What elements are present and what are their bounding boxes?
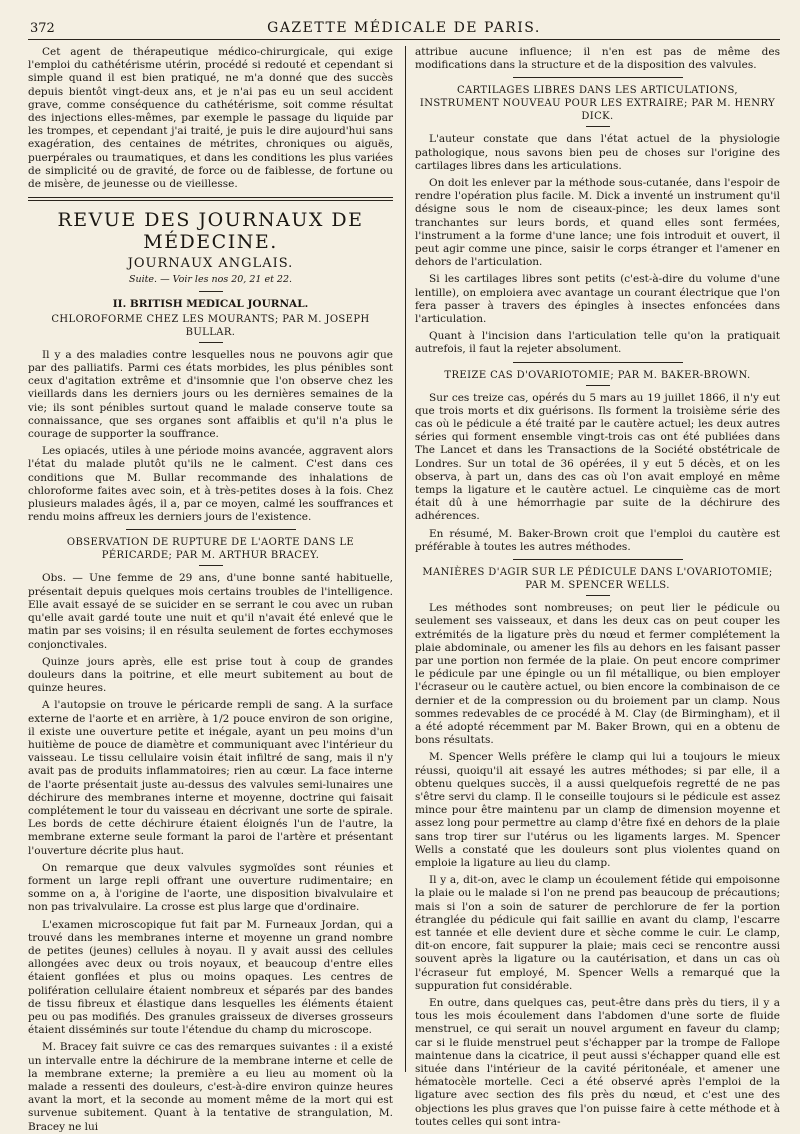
paragraph: L'examen microscopique fut fait par M. Furneaux Jordan, qui a trouvé dans les membranes interne et moyenne un grand nombre de petites (jeunes) cellules à noyau. Il y avait aussi des cellules allongées avec deux ou trois noyaux, et beaucoup d'entre elles étaient gonflées et plus ou moins opaques. Les centres de polifération cellulaire étaient nombreux et séparés par des bandes de tissu fibreux et élastique dans lesquelles les éléments étaient peu ou pas modifiés. Des granules graisseux de diverses grosseurs étaient disséminés sur toute l'étendue du champ du microscope.: [28, 918, 393, 1037]
paragraph: On remarque que deux valvules sygmoïdes sont réunies et forment un large repli offrant une ouverture rudimentaire; en somme on a, à l'origine de l'aorte, une disposition bivalvulaire et non pas trivalvulaire. La crosse est plus large que d'ordinaire.: [28, 861, 393, 914]
article-body-aorte: [28, 572, 393, 1133]
paragraph: On doit les enlever par la méthode sous-cutanée, dans l'espoir de rendre l'opération plus facile. M. Dick a inventé un instrument qu'il désigne sous le nom de ciseaux-pince; les deux lames sont tranchantes sur leurs bords, et quand elles sont fermées, l'instrument a la forme d'une lance; une fois introduit et ouvert, il peut agir comme une pince, saisir le corps étranger et l'amener en dehors de l'articulation.: [415, 177, 780, 269]
article-title-pedicule: MANIÈRES D'AGIR SUR LE PÉDICULE DANS L'OVARIOTOMIE; PAR M. SPENCER WELLS.: [422, 567, 773, 592]
header-rule: [28, 39, 780, 40]
article-title-chloroforme: CHLOROFORME CHEZ LES MOURANTS; PAR M. JOSEPH BULLAR.: [51, 313, 370, 338]
intro-paragraph: Cet agent de thérapeutique médico-chirurgicale, qui exige l'emploi du cathétérisme utérin, procédé si redouté et cependant si simple quand il est bien pratiqué, ne m'a donné que des succès depuis bientôt vingt-deux ans, et je n'ai pas eu un seul accident grave, comme conséquence du cathétérisme, soit comme résultat des injections elles-mêmes, par exemple le passage du liquide par les trompes, et cependant j'ai traité, je puis le dire aujourd'hui sans exagération, des centaines de métrites, chroniques ou aiguës, puerpérales ou traumatiques, et dans les conditions les plus variées de simplicité ou de gravité, de force ou de faiblesse, de fortune ou de misère, de jeunesse ou de vieillesse.: [28, 46, 393, 191]
section-divider: [28, 197, 393, 201]
article-body-cartilages: [415, 133, 780, 356]
article-body-chloroforme: [28, 349, 393, 525]
paragraph: En outre, dans quelques cas, peut-être dans près du tiers, il y a tous les mois écoulement dans l'abdomen d'une sorte de fluide menstruel, ce qui serait un nouvel argument en faveur du clamp; car si le fluide menstruel peut s'échapper par la trompe de Fallope maintenue dans la cicatrice, il peut aussi s'échapper quand elle est située dans l'intérieur de la cavité péritonéale, et amener une hématocèle mortelle. Ceci a été observé après l'emploi de la ligature avec section des fils près du nœud, et c'est une des objections les plus graves que l'on puisse faire à cette méthode et à toutes celles qui sont intra-: [415, 996, 780, 1128]
paragraph: Il y a des maladies contre lesquelles nous ne pouvons agir que par des palliatifs. Parmi ces états morbides, les plus pénibles sont ceux d'agitation extrême et d'insomnie que l'on observe chez les vieillards dans les derniers jours ou les dernières semaines de la vie; ils sont pénibles surtout quand le malade conserve toute sa connaissance, que ses organes sont affaiblis et qu'il n'a plus le courage de supporter la souffrance.: [28, 348, 393, 441]
paragraph: Les méthodes sont nombreuses; on peut lier le pédicule ou seulement ses vaisseaux, et dans les deux cas on peut couper les extrémités de la ligature près du nœud et fermer complétement la plaie abdominale, ou amener les fils au dehors en les faisant passer par une portion non fermée de la plaie. On peut encore comprimer le pédicule par une épingle ou un fil métallique, ou bien employer l'écraseur ou le cautère actuel, ou bien encore la combinaison de ce dernier et de la compression ou du broiement par un clamp. Nous sommes redevables de ce procédé à M. Clay (de Birmingham), et il a été adopté récemment par M. Baker Brown, qui en a obtenu de bons résultats.: [415, 602, 780, 747]
short-rule: [586, 385, 610, 386]
revue-subtitle: JOURNAUX ANGLAIS.: [127, 256, 294, 272]
revue-note: Suite. — Voir les nos 20, 21 et 22.: [128, 274, 293, 286]
short-rule: [586, 126, 610, 127]
short-rule: [199, 291, 223, 292]
paragraph: Quant à l'incision dans l'articulation telle qu'on la pratiquait autrefois, il faut la rejeter absolument.: [415, 330, 780, 356]
article-title-ovariotomie: TREIZE CAS D'OVARIOTOMIE; PAR M. BAKER-BROWN.: [444, 369, 751, 381]
article-title-cartilages: CARTILAGES LIBRES DANS LES ARTICULATIONS, INSTRUMENT NOUVEAU POUR LES EXTRAIRE; PAR M. HENRY DICK.: [419, 85, 776, 123]
paragraph: Les opiacés, utiles à une période moins avancée, aggravent alors l'état du malade plutôt qu'ils ne le calment. C'est dans ces conditions que M. Bullar recommande des inhalations de chloroforme faites avec soin, et à très-petites doses à la fois. Chez plusieurs malades âgés, il a, par ce moyen, calmé les souffrances et rendu moins affreux les derniers jours de l'existence.: [28, 445, 393, 524]
article-body-pedicule: [415, 602, 780, 1129]
revue-title: REVUE DES JOURNAUX DE MÉDECINE.: [57, 209, 364, 254]
continued-paragraph: attribue aucune influence; il n'en est pas de même des modifications dans la structure et de la disposition des valvules.: [415, 46, 780, 72]
running-head: GAZETTE MÉDICALE DE PARIS.: [267, 20, 541, 36]
article-separator: [126, 529, 296, 530]
short-rule: [199, 565, 223, 566]
paragraph: L'auteur constate que dans l'état actuel de la physiologie pathologique, nous savons bien peu de choses sur l'origine des cartilages libres dans les articulations.: [415, 133, 780, 172]
article-title-aorte: OBSERVATION DE RUPTURE DE L'AORTE DANS LE PÉRICARDE; PAR M. ARTHUR BRACEY.: [66, 537, 355, 562]
paragraph: En résumé, M. Baker-Brown croit que l'emploi du cautère est préférable à toutes les autres méthodes.: [415, 527, 780, 553]
paragraph: Si les cartilages libres sont petits (c'est-à-dire du volume d'une lentille), on emploiera avec avantage un courant électrique que l'on fera passer à travers des épingles à insectes enfoncées dans l'articulation.: [415, 273, 780, 326]
paragraph: Quinze jours après, elle est prise tout à coup de grandes douleurs dans la poitrine, et elle meurt subitement au bout de quinze heures.: [28, 655, 393, 695]
article-separator: [513, 77, 683, 78]
article-separator: [513, 559, 683, 560]
paragraph: Sur ces treize cas, opérés du 5 mars au 19 juillet 1866, il n'y eut que trois morts et dix guérisons. Ils forment la troisième série des cas où le pédicule a été traité par le cautère actuel; les deux autres séries qui forment ensemble vingt-trois cas ont été publiées dans The Lancet et dans les Transactions de la Société obstétricale de Londres. Sur un total de 36 opérées, il y eut 5 décès, et on les observa, à part un, dans des cas où l'on avait employé en même temps la ligature et le cautère actuel. Le cinquième cas de mort était dû à une hémorrhagie par suite de la déchirure des adhérences.: [415, 391, 780, 523]
paragraph: A l'autopsie on trouve le péricarde rempli de sang. A la surface externe de l'aorte et en arrière, à 1/2 pouce environ de son origine, il existe une ouverture petite et inégale, ayant un peu moins d'un huitième de pouce de diamètre et communiquant avec l'intérieur du vaisseau. Le tissu cellulaire voisin était infiltré de sang, mais il n'y avait pas de produits inflammatoires; rien au cœur. La face interne de l'aorte présentait juste au-dessus des valvules semi-lunaires une déchirure des membranes interne et moyenne, doctrine qui faisait complétement le tour du vaisseau en décrivant une sorte de spirale. Les bords de cette déchirure étaient éloignés l'un de l'autre, la membrane externe seule formant la paroi de l'artère et présentant l'ouverture décrite plus haut.: [28, 699, 393, 857]
article-body-ovariotomie: [415, 392, 780, 554]
section-heading: II. BRITISH MEDICAL JOURNAL.: [112, 297, 309, 310]
page-header: [28, 18, 780, 40]
short-rule: [199, 342, 223, 343]
short-rule: [586, 595, 610, 596]
right-column: [415, 46, 780, 1128]
article-separator: [513, 362, 683, 363]
left-column: [28, 46, 393, 1133]
paragraph: M. Spencer Wells préfère le clamp qui lui a toujours le mieux réussi, quoiqu'il ait essayé les autres méthodes; si par elle, il a obtenu quelques succès, il a aussi quelquefois regretté de ne pas s'être servi du clamp. Il le conseille toujours si le pédicule est assez mince pour être maintenu par un clamp de dimension moyenne et assez long pour permettre au clamp d'être fixé en dehors de la plaie sans trop tirer sur l'utérus ou les ligaments larges. M. Spencer Wells a constaté que les douleurs sont plus violentes quand on emploie la ligature au lieu du clamp.: [415, 751, 780, 869]
paragraph: M. Bracey fait suivre ce cas des remarques suivantes : il a existé un intervalle entre la déchirure de la membrane interne et celle de la membrane externe; la première a eu lieu au moment où la malade a ressenti des douleurs, c'est-à-dire environ quinze heures avant la mort, et la seconde au moment même de la mort qui est survenue subitement. Quant à la tentative de strangulation, M. Bracey ne lui: [28, 1041, 393, 1133]
column-divider: [405, 46, 406, 1072]
page-number: 372: [30, 21, 55, 36]
paragraph: Il y a, dit-on, avec le clamp un écoulement fétide qui empoisonne la plaie ou le malade si l'on ne prend pas beaucoup de précautions; mais si l'on a soin de saturer de perchlorure de fer la portion étranglée du pédicule qui fait saillie en avant du clamp, l'escarre est tannée et elle devient dure et sèche comme le cuir. Le clamp, dit-on encore, fait suppurer la plaie; mais ceci se rencontre aussi souvent après la ligature ou la cautérisation, et dans un cas où l'écraseur fut employé, M. Spencer Wells a remarqué que la suppuration fut considérable.: [415, 874, 780, 992]
paragraph: Obs. — Une femme de 29 ans, d'une bonne santé habituelle, présentait depuis quelques mois certains troubles de l'intelligence. Elle avait essayé de se suicider en se serrant le cou avec un ruban qu'elle avait gardé toute une nuit et qu'il n'avait été enlevé que le matin par ses voisins; il en résulta seulement de fortes ecchymoses conjonctivales.: [28, 572, 393, 651]
